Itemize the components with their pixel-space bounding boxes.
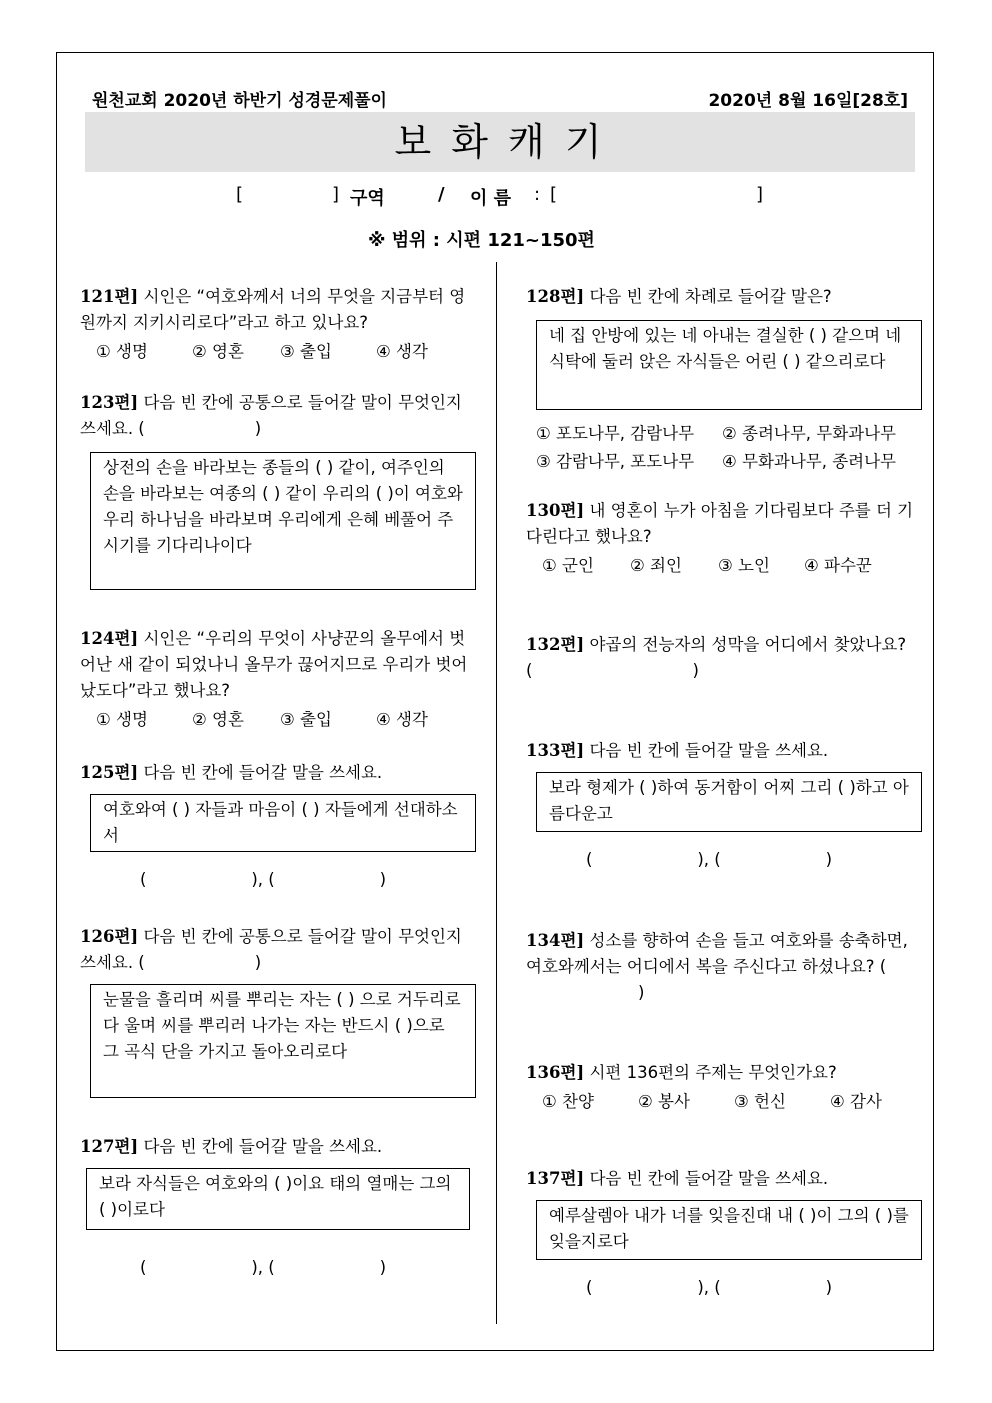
range-text: ※ 범위 : 시편 121~150편	[368, 230, 595, 251]
answer-blanks-133[interactable]: ( ), ( )	[586, 850, 833, 869]
district-label: 구역	[350, 188, 385, 209]
question-text: 내 영혼이 누가 아침을 기다림보다 주를 더 기다린다고 했나요?	[526, 501, 914, 546]
option-4: ④ 생각	[376, 710, 428, 729]
question-123	[80, 390, 472, 442]
bracket-close-1: ]	[332, 184, 340, 205]
question-136	[526, 1060, 914, 1086]
bracket-close-2: ]	[756, 184, 764, 205]
option-2: ② 죄인	[630, 556, 682, 575]
question-126	[80, 924, 472, 976]
question-number: 123편]	[80, 393, 139, 412]
question-text: 시인은 “여호와께서 너의 무엇을 지금부터 영원까지 지키시리로다”라고 하고 있나요?	[80, 287, 466, 332]
question-134	[526, 928, 914, 1006]
question-text-end: )	[254, 953, 262, 972]
question-number: 125편]	[80, 763, 139, 782]
question-text: 다음 빈 칸에 차례로 들어갈 말은?	[589, 287, 832, 306]
option-2: ② 봉사	[638, 1092, 690, 1111]
option-3: ③ 헌신	[734, 1092, 786, 1111]
answer-blanks-125[interactable]: ( ), ( )	[140, 870, 387, 889]
question-121	[80, 284, 472, 336]
question-text: 다음 빈 칸에 공통으로 들어갈 말이 무엇인지 쓰세요. (	[80, 393, 462, 438]
question-text: 야곱의 전능자의 성막을 어디에서 찾았나요? (	[526, 635, 907, 680]
option-3: ③ 노인	[718, 556, 770, 575]
question-number: 133편]	[526, 741, 585, 760]
question-text-end: )	[692, 661, 699, 680]
question-number: 136편]	[526, 1063, 585, 1082]
header-right: 2020년 8월 16일[28호]	[708, 91, 908, 111]
question-124	[80, 626, 472, 704]
question-137	[526, 1166, 914, 1192]
option-3: ③ 감람나무, 포도나무	[536, 452, 695, 471]
question-number: 137편]	[526, 1169, 585, 1188]
options-128	[536, 420, 896, 476]
option-2: ② 영혼	[192, 710, 244, 729]
passage-box-125: 여호와여 ( ) 자들과 마음이 ( ) 자들에게 선대하소서	[90, 794, 476, 852]
slash: /	[438, 184, 445, 205]
option-4: ④ 무화과나무, 종려나무	[722, 452, 896, 471]
question-text: 다음 빈 칸에 들어갈 말을 쓰세요.	[589, 1169, 829, 1188]
option-4: ④ 생각	[376, 342, 428, 361]
option-2: ② 종려나무, 무화과나무	[722, 424, 896, 443]
question-133	[526, 738, 914, 764]
question-number: 128편]	[526, 287, 585, 306]
option-1: ① 포도나무, 감람나무	[536, 424, 695, 443]
name-label: 이 름	[470, 188, 512, 209]
option-1: ① 생명	[96, 710, 148, 729]
question-text: 시편 136편의 주제는 무엇인가요?	[589, 1063, 837, 1082]
question-132	[526, 632, 914, 684]
question-text: 다음 빈 칸에 공통으로 들어갈 말이 무엇인지 쓰세요. (	[80, 927, 462, 972]
question-text: 시인은 “우리의 무엇이 사냥꾼의 올무에서 벗어난 새 같이 되었나니 올무가 끊어지므로 우리가 벗어났도다”라고 했나요?	[80, 629, 468, 700]
option-3: ③ 출입	[280, 342, 332, 361]
option-1: ① 찬양	[542, 1092, 594, 1111]
bracket-open-1: [	[236, 184, 244, 205]
question-text: 다음 빈 칸에 들어갈 말을 쓰세요.	[589, 741, 829, 760]
options-121	[96, 338, 428, 362]
passage-box-128: 네 집 안방에 있는 네 아내는 결실한 ( ) 같으며 네 식탁에 둘러 앉은 자식들은 어린 ( ) 같으리로다	[536, 320, 922, 410]
question-number: 134편]	[526, 931, 585, 950]
question-number: 127편]	[80, 1137, 139, 1156]
passage-box-126: 눈물을 흘리며 씨를 뿌리는 자는 ( ) 으로 거두리로다 울며 씨를 뿌리러 나가는 자는 반드시 ( )으로 그 곡식 단을 가지고 돌아오리로다	[90, 984, 476, 1098]
question-125	[80, 760, 472, 786]
header-left: 원천교회 2020년 하반기 성경문제풀이	[92, 91, 387, 111]
bracket-open-2: [	[550, 184, 558, 205]
question-127	[80, 1134, 472, 1160]
colon: :	[534, 184, 541, 205]
question-number: 132편]	[526, 635, 585, 654]
question-number: 126편]	[80, 927, 139, 946]
question-text: 다음 빈 칸에 들어갈 말을 쓰세요.	[143, 1137, 383, 1156]
column-divider	[496, 262, 497, 1324]
options-130	[542, 552, 872, 576]
answer-blanks-127[interactable]: ( ), ( )	[140, 1258, 387, 1277]
question-128	[526, 284, 914, 310]
options-136	[542, 1088, 882, 1112]
page-title: 보 화 캐 기	[394, 120, 606, 164]
question-number: 121편]	[80, 287, 139, 306]
option-4: ④ 감사	[830, 1092, 882, 1111]
passage-box-123: 상전의 손을 바라보는 종들의 ( ) 같이, 여주인의 손을 바라보는 여종의 ( ) 같이 우리의 ( )이 여호와 우리 하나님을 바라보며 우리에게 은혜 베풀어 주시기를 기다리나이다	[90, 452, 476, 590]
option-4: ④ 파수꾼	[804, 556, 872, 575]
question-text: 성소를 향하여 손을 들고 여호와를 송축하면, 여호와께서는 어디에서 복을 주신다고 하셨나요? (	[526, 931, 908, 976]
passage-box-137: 예루살렘아 내가 너를 잊을진대 내 ( )이 그의 ( )를 잊을지로다	[536, 1200, 922, 1260]
option-1: ① 군인	[542, 556, 594, 575]
passage-box-127: 보라 자식들은 여호와의 ( )이요 태의 열매는 그의 ( )이로다	[86, 1168, 470, 1230]
passage-box-133: 보라 형제가 ( )하여 동거함이 어찌 그리 ( )하고 아름다운고	[536, 772, 922, 832]
options-124	[96, 706, 428, 730]
question-130	[526, 498, 914, 550]
option-1: ① 생명	[96, 342, 148, 361]
question-text-end: )	[254, 419, 262, 438]
question-text-end: )	[638, 983, 645, 1002]
question-number: 130편]	[526, 501, 585, 520]
option-2: ② 영혼	[192, 342, 244, 361]
option-3: ③ 출입	[280, 710, 332, 729]
answer-blanks-137[interactable]: ( ), ( )	[586, 1278, 833, 1297]
question-number: 124편]	[80, 629, 139, 648]
question-text: 다음 빈 칸에 들어갈 말을 쓰세요.	[143, 763, 383, 782]
